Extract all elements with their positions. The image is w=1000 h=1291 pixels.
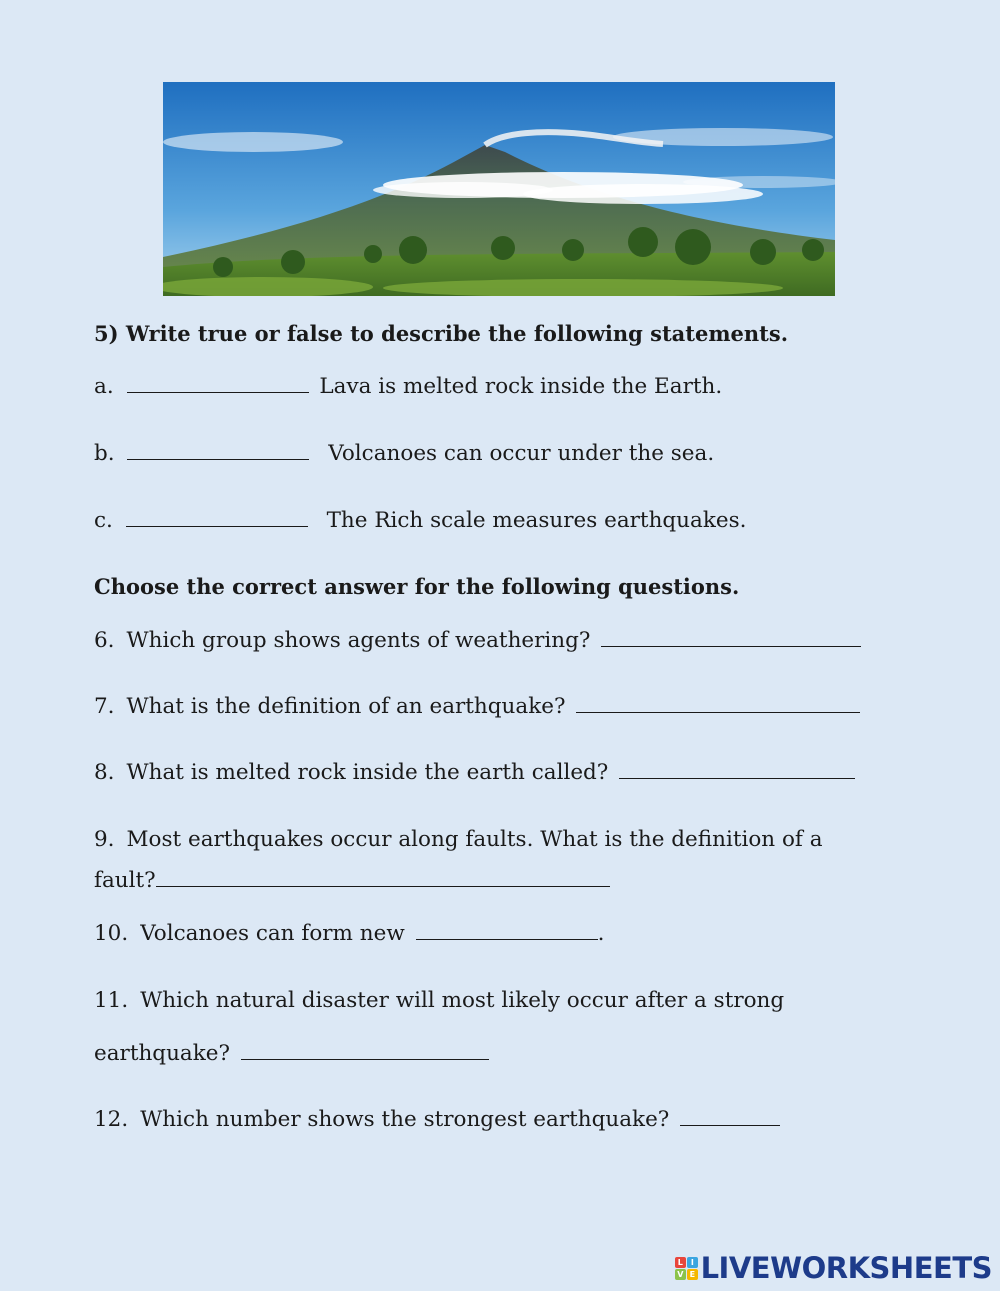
mark-letter: V (675, 1269, 686, 1280)
question-number: 6. (94, 628, 115, 653)
question-number: 12. (94, 1107, 129, 1132)
answer-blank-b[interactable] (127, 441, 309, 460)
liveworksheets-mark-icon (675, 1257, 698, 1280)
answer-blank-12[interactable] (680, 1107, 780, 1126)
question-8 (94, 760, 859, 786)
true-false-item-b (94, 441, 714, 467)
question-9 (94, 827, 823, 853)
question-11-continued (94, 1041, 493, 1067)
question-text: What is melted rock inside the earth called? (126, 760, 609, 785)
question-text: Which group shows agents of weathering? (126, 628, 591, 653)
question-7 (94, 694, 864, 720)
question-12 (94, 1107, 784, 1133)
answer-blank-c[interactable] (126, 508, 308, 527)
answer-blank-a[interactable] (127, 374, 309, 393)
question-text: Volcanoes can form new (140, 921, 405, 946)
mark-letter: L (675, 1257, 686, 1268)
volcano-illustration (163, 82, 835, 296)
choose-answer-heading: Choose the correct answer for the following questions. (94, 574, 740, 599)
question-number: 9. (94, 827, 115, 852)
question-text-continued: earthquake? (94, 1041, 231, 1066)
item-text: Lava is melted rock inside the Earth. (319, 374, 723, 399)
question-9-continued (94, 868, 614, 894)
question-text: Which natural disaster will most likely occur after a strong (140, 988, 785, 1013)
question-number: 8. (94, 760, 115, 785)
question-text: What is the definition of an earthquake? (126, 694, 566, 719)
liveworksheets-logo (675, 1251, 992, 1285)
item-text: The Rich scale measures earthquakes. (326, 508, 747, 533)
question-6 (94, 628, 865, 654)
question-text: Most earthquakes occur along faults. What is the definition of a (126, 827, 823, 852)
item-letter: c. (94, 508, 113, 533)
item-text: Volcanoes can occur under the sea. (328, 441, 715, 466)
item-letter: a. (94, 374, 114, 399)
item-letter: b. (94, 441, 115, 466)
question-11 (94, 988, 784, 1014)
answer-blank-11[interactable] (241, 1041, 489, 1060)
question-number: 11. (94, 988, 129, 1013)
answer-blank-10[interactable] (416, 921, 598, 940)
brand-name: LIVEWORKSHEETS (700, 1251, 992, 1285)
mark-letter: I (687, 1257, 698, 1268)
answer-blank-7[interactable] (576, 694, 860, 713)
volcano-image (163, 82, 835, 296)
answer-blank-6[interactable] (601, 628, 861, 647)
question-10 (94, 921, 604, 947)
true-false-item-a (94, 374, 722, 400)
question-end: . (597, 921, 605, 946)
answer-blank-8[interactable] (619, 760, 855, 779)
answer-blank-9[interactable] (156, 868, 610, 887)
mark-letter: E (687, 1269, 698, 1280)
section-5-heading: 5) Write true or false to describe the following statements. (94, 321, 789, 346)
question-text: Which number shows the strongest earthquake? (140, 1107, 670, 1132)
true-false-item-c (94, 508, 746, 534)
question-number: 10. (94, 921, 129, 946)
question-text-continued: fault? (94, 868, 156, 893)
question-number: 7. (94, 694, 115, 719)
